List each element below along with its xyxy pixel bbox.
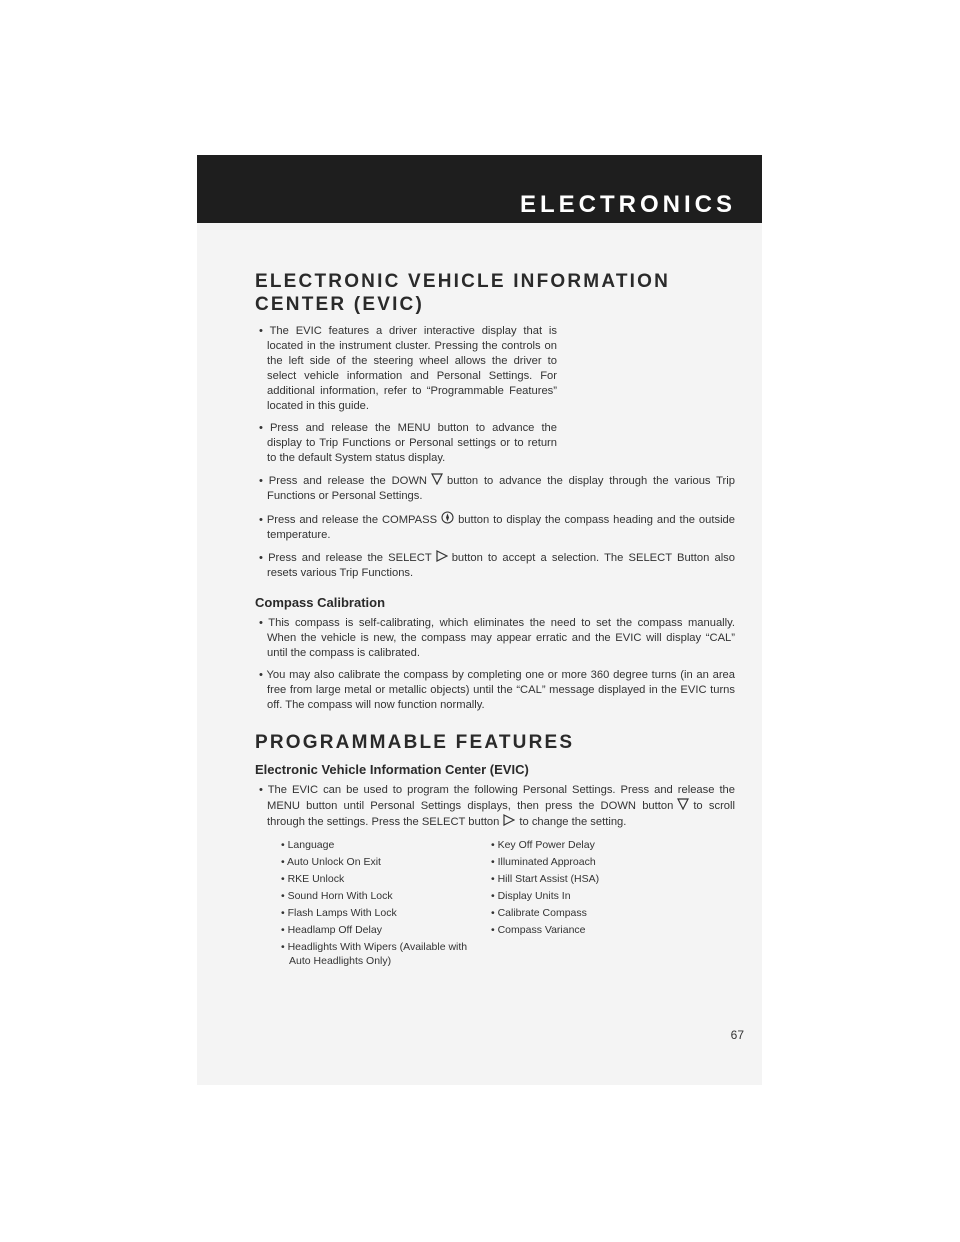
down-arrow-icon	[431, 473, 443, 485]
select-arrow-icon	[503, 814, 515, 826]
evic-bullet-4: • Press and release the COMPASS button to display the compass heading and the outside temperature.	[255, 511, 735, 543]
evic-bullet-3-text-a: Press and release the DOWN	[268, 475, 428, 487]
evic-bullet-3: • Press and release the DOWN button to advance the display through the various Trip Functions or Personal Settings.	[259, 475, 735, 502]
list-item: • Hill Start Assist (HSA)	[491, 873, 600, 885]
evic-bullet-2-text: Press and release the MENU button to advance the display to Trip Functions or Personal settings or to return to the default System status display.	[267, 422, 557, 464]
evic-bullet-4-text-a: Press and release the COMPASS	[266, 514, 438, 526]
settings-list	[277, 838, 735, 968]
evic-bullet-2: • Press and release the MENU button to advance the display to Trip Functions or Personal settings or to return to the default System status display.	[259, 422, 557, 464]
manual-page	[197, 155, 762, 1085]
list-item: • Calibrate Compass	[491, 907, 587, 919]
section-title: ELECTRONICS	[519, 191, 736, 218]
evic-bullet-4-text-b: button to display the compass heading and the outside temperature.	[267, 514, 735, 541]
evic-bullet-5-text-a: Press and release the SELECT	[268, 552, 432, 564]
list-item: • Sound Horn With Lock	[281, 890, 393, 902]
select-arrow-icon	[436, 550, 448, 562]
compass-calibration-heading: Compass Calibration	[255, 595, 386, 610]
list-item: • Illuminated Approach	[491, 856, 596, 868]
programmable-bullet-text-a: The EVIC can be used to program the following Personal Settings. Press and release the MENU button until Personal Settings displays, then press the DOWN button	[267, 784, 735, 812]
evic-heading-line2: CENTER (EVIC)	[255, 294, 424, 315]
programmable-evic-subheading: Electronic Vehicle Information Center (EVIC)	[255, 762, 529, 777]
evic-bullet-5-text-b: button to accept a selection. The SELECT Button also resets various Trip Functions.	[267, 552, 735, 579]
evic-bullet-5: • Press and release the SELECT button to accept a selection. The SELECT Button also resets various Trip Functions.	[259, 552, 735, 579]
down-arrow-icon	[677, 798, 689, 810]
list-item: • Compass Variance	[491, 924, 586, 936]
evic-bullet-1: • The EVIC features a driver interactive display that is located in the instrument cluster. Pressing the controls on the left side of the steering wheel allows the driver to select vehicle information and Personal Settings. For additional information, refer to “Programmable Features” located in this guide.	[259, 325, 557, 412]
evic-bullet-1-text: The EVIC features a driver interactive display that is located in the instrument cluster. Pressing the controls on the left side of the steering wheel allows the driver to select vehicle information and Personal Settings. For additional information, refer to “Programmable Features” located in this guide.	[267, 325, 557, 412]
list-item: • Key Off Power Delay	[491, 839, 595, 851]
list-item: • Headlamp Off Delay	[281, 924, 382, 936]
page-number: 67	[730, 1028, 744, 1042]
programmable-bullet-text-b: to scroll through the settings. Press the SELECT button	[267, 800, 735, 828]
list-item: • Language	[281, 839, 335, 851]
list-item: • Headlights With Wipers (Available with Auto Headlights Only)	[281, 941, 468, 967]
compass-bullet-1-text: This compass is self-calibrating, which eliminates the need to set the compass manually. When the vehicle is new, the compass may appear erratic and the EVIC will display “CAL” until the compass is calibrated.	[267, 617, 736, 659]
list-item: • Auto Unlock On Exit	[281, 856, 381, 868]
page-content	[255, 270, 735, 968]
compass-bullet-2-text: You may also calibrate the compass by completing one or more 360 degree turns (in an area free from large metal or metallic objects) until the “CAL” message displayed in the EVIC turns off. The compass will now function normally.	[266, 669, 735, 711]
compass-bullet-1: • This compass is self-calibrating, which eliminates the need to set the compass manually. When the vehicle is new, the compass may appear erratic and the EVIC will display “CAL” until the compass is calibrated.	[259, 617, 736, 659]
compass-bullet-2: • You may also calibrate the compass by completing one or more 360 degree turns (in an area free from large metal or metallic objects) until the “CAL” message displayed in the EVIC turns off. The compass will now function normally.	[259, 669, 735, 711]
programmable-bullet-1: • The EVIC can be used to program the following Personal Settings. Press and release the MENU button until Personal Settings displays, then press the DOWN button to scroll through the settings. Press the SELECT button to change the setting.	[259, 784, 735, 828]
list-item: • Flash Lamps With Lock	[281, 907, 397, 919]
evic-bullet-3-text-b: button to advance the display through the various Trip Functions or Personal Settings.	[267, 475, 735, 502]
list-item: • Display Units In	[491, 890, 571, 902]
evic-heading-line1: ELECTRONIC VEHICLE INFORMATION	[255, 271, 671, 292]
evic-heading	[255, 270, 735, 316]
programmable-features-heading: PROGRAMMABLE FEATURES	[255, 732, 575, 753]
programmable-bullet-text-c: to change the setting.	[519, 816, 627, 828]
list-item: • RKE Unlock	[281, 873, 345, 885]
compass-icon	[441, 511, 454, 524]
